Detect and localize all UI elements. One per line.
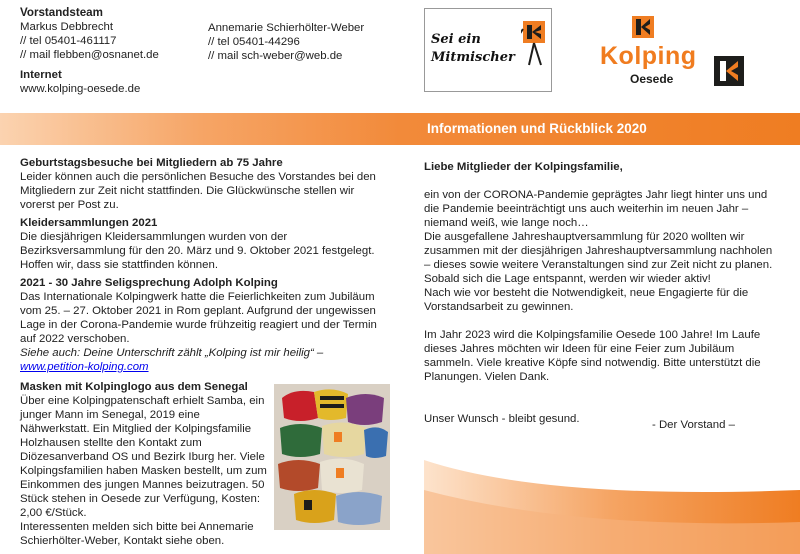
contact-person2 xyxy=(208,21,364,63)
selig-text: Das Internationale Kolpingwerk hatte die Feierlichkeiten zum Jubiläum vom 25. – 27. Oktober 2021 in Rom geplant. Aufgrund der ungewissen Lage in der Corona-Pandemie wurde frühzeitig reagiert und der Termin auf 2022 verschoben. xyxy=(20,291,377,345)
para1: ein von der CORONA-Pandemie geprägtes Jahr liegt hinter uns und die Pandemie beeinträchtigt uns auch weiterhin im neuen Jahr – niemand weiß, wie lange noch… xyxy=(424,189,768,229)
mitmischer-line1: Sei ein xyxy=(431,32,481,47)
decorative-wave xyxy=(424,440,800,554)
petition-link[interactable]: www.petition-kolping.com xyxy=(20,361,149,373)
person2-name: Annemarie Schierhölter-Weber xyxy=(208,22,365,34)
left-column xyxy=(20,156,390,374)
para2: Die ausgefallene Jahreshauptversammlung für 2020 wollten wir zusammen mit der diesjährigen Jahreshauptversammlung nachholen – dieses sowie weitere Veranstaltungen sind zur Zeit nicht zu planen. Sobald sich die Lage entspannt, werden wir wieder aktiv! xyxy=(424,231,773,285)
mitmischer-logo xyxy=(424,8,552,92)
kolping-place: Oesede xyxy=(630,72,674,86)
banner-title: Informationen und Rückblick 2020 xyxy=(427,121,647,136)
right-column xyxy=(424,160,776,426)
figure-icon xyxy=(521,17,549,69)
signature: - Der Vorstand – xyxy=(652,419,735,431)
masks-section xyxy=(20,380,270,548)
contact-block xyxy=(20,6,159,62)
kolping-logo xyxy=(598,16,704,96)
masks-photo xyxy=(274,384,390,530)
selig-see: Siehe auch: Deine Unterschrift zählt „Kolping ist mir heilig“ – xyxy=(20,347,324,359)
internet-heading: Internet xyxy=(20,69,62,81)
vorstandsteam-heading: Vorstandsteam xyxy=(20,6,103,19)
kolping-name: Kolping xyxy=(600,42,697,70)
para3: Nach wie vor besteht die Notwendigkeit, neue Engagierte für die Vorstandsarbeit zu gewinnen. xyxy=(424,287,749,313)
kolping-k-icon xyxy=(632,16,654,38)
section-banner xyxy=(0,113,800,145)
masken-contact: Interessenten melden sich bitte bei Annemarie Schierhölter-Weber, Kontakt siehe oben. xyxy=(20,521,254,547)
selig-heading: 2021 - 30 Jahre Seligsprechung Adolph Kolping xyxy=(20,277,278,289)
mitmischer-text xyxy=(431,31,515,67)
kleider-text: Die diesjährigen Kleidersammlungen wurden von der Bezirksversammlung für den 20. März und 9. Oktober 2021 festgelegt. Hoffen wir, dass sie stattfinden können. xyxy=(20,231,375,271)
person2-tel: // tel 05401-44296 xyxy=(208,36,300,48)
para4: Im Jahr 2023 wird die Kolpingsfamilie Oesede 100 Jahre! Im Laufe dieses Jahres möchten wir Ideen für eine Feier zum Jubiläum sammeln. Viele kreative Köpfe sind notwendig. Bitte unterstützt die Planungen. Vielen Dank. xyxy=(424,329,761,383)
internet-block xyxy=(20,68,140,96)
mitmischer-line2: Mitmischer xyxy=(431,50,515,65)
geburtstag-heading: Geburtstagsbesuche bei Mitgliedern ab 75 Jahre xyxy=(20,157,283,169)
greeting: Liebe Mitglieder der Kolpingsfamilie, xyxy=(424,161,623,173)
kleider-heading: Kleidersammlungen 2021 xyxy=(20,217,158,229)
kolping-small-k-icon xyxy=(714,56,744,86)
person1-name: Markus Debbrecht xyxy=(20,21,114,33)
wish: Unser Wunsch - bleibt gesund. xyxy=(424,413,580,425)
internet-url[interactable]: www.kolping-oesede.de xyxy=(20,83,141,95)
geburtstag-text: Leider können auch die persönlichen Besuche des Vorstandes bei den Mitgliedern zur Zeit nicht stattfinden. Die Glückwünsche stellen wir vorerst per Post zu. xyxy=(20,171,376,211)
masken-text: Über eine Kolpingpatenschaft erhielt Samba, ein junger Mann im Senegal, 2019 eine Nähwerkstatt. Ein Mitglied der Kolpingsfamilie Holzhausen stellte den Kontakt zum Diözesanverband OS und Bezirk Iburg her. Viele Kolpingsfamilien haben Masken bestellt, um zum Einkommen des jungen Mannes beizutragen. 50 Stück stehen in Oesede zur Verfügung, Kosten: 2,00 €/Stück. xyxy=(20,395,267,519)
person1-mail: // mail flebben@osnanet.de xyxy=(20,49,159,61)
person1-tel: // tel 05401-461117 xyxy=(20,35,117,47)
person2-mail: // mail sch-weber@web.de xyxy=(208,50,343,62)
masken-heading: Masken mit Kolpinglogo aus dem Senegal xyxy=(20,381,248,393)
